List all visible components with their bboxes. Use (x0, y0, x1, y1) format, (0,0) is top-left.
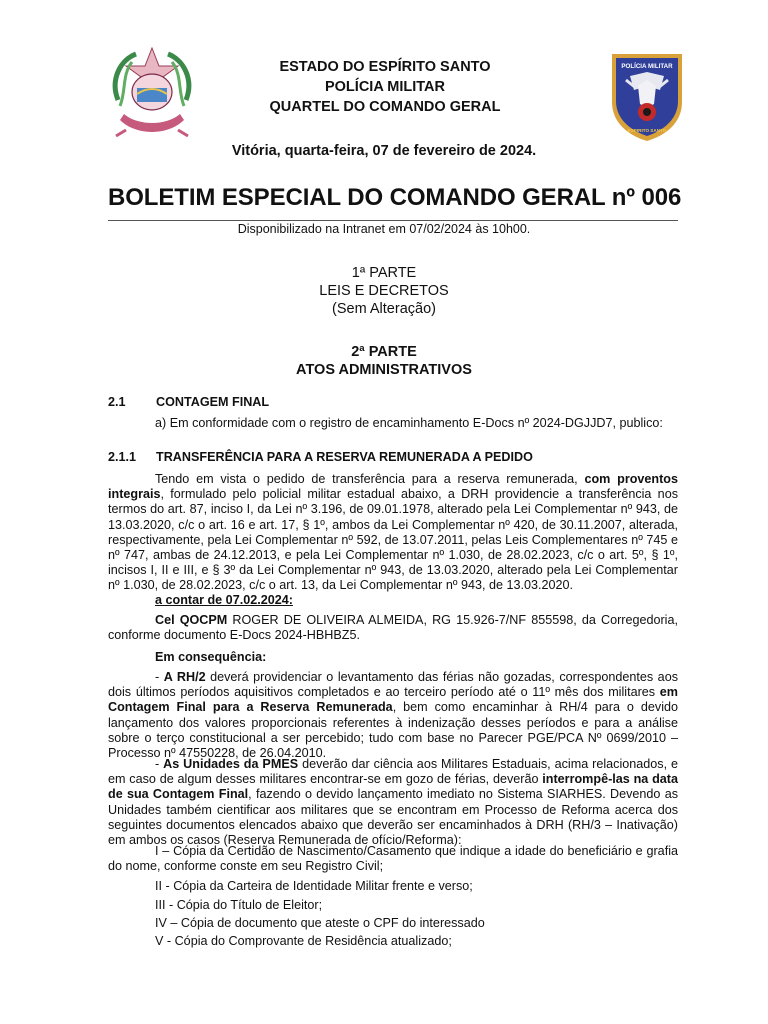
part2-title: ATOS ADMINISTRATIVOS (296, 362, 472, 378)
part1-block (0, 264, 768, 318)
part1-note: (Sem Alteração) (332, 301, 436, 317)
text-run-bold: A RH/2 (163, 670, 206, 684)
section-2-1-heading (108, 395, 269, 409)
bulletin-title: BOLETIM ESPECIAL DO COMANDO GERAL nº 006 (108, 184, 682, 211)
header-police: POLÍCIA MILITAR (324, 79, 445, 95)
officer-details: ROGER DE OLIVEIRA ALMEIDA, RG 15.926-7/NF 855598, da Corregedoria, conforme documento E-Docs 2024-HBHBZ5. (108, 613, 678, 643)
text-run: - (155, 670, 164, 684)
text-run-bold: em Contagem Final para a Reserva Remunerada (108, 685, 678, 715)
text-run: deverão dar ciência aos Militares Estaduais, acima relacionados, e em caso de algum desses militares encontrar-se em gozo de férias, deverão (108, 757, 679, 787)
list-item: II - Cópia da Carteira de Identidade Militar frente e verso; (155, 879, 473, 893)
text-run: deverá providenciar o levantamento das férias não gozadas, correspondentes aos dois últimos períodos aquisitivos completados e ao terceiro período até o 11º mês dos militares (108, 670, 678, 700)
part1-title: LEIS E DECRETOS (319, 283, 449, 299)
text-run-bold: As Unidades da PMES (163, 757, 299, 771)
availability-note: Disponibilizado na Intranet em 07/02/2024 às 10h00. (237, 222, 531, 236)
officer-rank: Cel QOCPM (155, 613, 228, 627)
officer-paragraph (108, 613, 678, 643)
title-divider (108, 220, 678, 221)
badge-bottom-text: ESPIRITO SANTO (627, 128, 667, 133)
list-item: I – Cópia da Certidão de Nascimento/Casamento que indique a idade do beneficiário e grafia do nome, conforme conste em seu Registro Civil; (108, 844, 678, 874)
section-2-1-1-heading (108, 450, 533, 464)
text-run-bold: interrompê-las na data de sua Contagem Final (108, 772, 678, 802)
section-2-1-text: a) Em conformidade com o registro de encaminhamento E-Docs nº 2024-DGJJD7, publico: (155, 416, 663, 430)
document-date: Vitória, quarta-feira, 07 de fevereiro de 2024. (231, 143, 537, 159)
text-run: , fazendo o devido lançamento imediato no Sistema SIARHES. Devendo as Unidades também cientificar aos militares que se encontram em Processo de Reforma acerca dos seguintes documentos elencados abaixo que deverão ser encaminhados à DRH (RH/3 – Inativação) em ambos os casos (Reserva Remunerada de ofício/Reforma): (108, 787, 678, 848)
rh2-paragraph (108, 670, 678, 761)
consequence-heading: Em consequência: (155, 650, 267, 664)
effective-date (155, 593, 725, 608)
text-run: , bem como encaminhar à RH/4 para o devido lançamento dos valores proporcionais referentes à indenização desses períodos e para a análise sobre o terço constitucional a ser percebido; tudo com base no Parecer PGE/PCA Nº 0699/2010 – Processo nº 47550228, de 26.04.2010. (108, 700, 678, 761)
header-title (180, 57, 590, 117)
text-run: , formulado pelo policial militar estadual abaixo, a DRH providencie a transferência nos termos do art. 87, inciso I, da Lei nº 3.196, de 09.01.1978, alterado pela Lei Complementar nº 943, de 13.03.2020, c/c o art. 16 e art. 17, § 1º, ambos da Lei Complementar nº 420, de 30.11.2007, alterada, respectivamente, pela Lei Complementar nº 592, de 13.07.2011, pelas Leis Complementares nº 745 e nº 747, ambas de 24.12.2013, e pela Lei Complementar nº 1.030, de 28.02.2023, c/c o art. 5º, § 1º, incisos I, II e III, e § 3º da Lei Complementar nº 943, de 13.03.2020, alterado pela Lei Complementar nº 1.030, de 28.02.2023, c/c o art. 13, da Lei Complementar nº 943, de 13.03.2020. (108, 487, 678, 593)
section-title: CONTAGEM FINAL (156, 395, 270, 409)
section-number: 2.1 (108, 395, 126, 409)
header-quarter: QUARTEL DO COMANDO GERAL (269, 99, 501, 115)
list-item: IV – Cópia de documento que ateste o CPF do interessado (155, 916, 485, 930)
section-title: TRANSFERÊNCIA PARA A RESERVA REMUNERADA A PEDIDO (156, 450, 533, 464)
part1-label: 1ª PARTE (351, 265, 417, 281)
list-item: V - Cópia do Comprovante de Residência atualizado; (155, 934, 452, 948)
military-police-badge-icon (608, 46, 686, 142)
list-item: III - Cópia do Título de Eleitor; (155, 898, 323, 912)
section-number: 2.1.1 (108, 450, 137, 464)
badge-text: POLÍCIA MILITAR (621, 63, 673, 70)
text-run: - (155, 757, 164, 771)
header-state: ESTADO DO ESPÍRITO SANTO (279, 59, 491, 75)
effective-date-text: a contar de 07.02.2024: (155, 593, 293, 607)
part2-label: 2ª PARTE (351, 344, 417, 360)
text-run-bold: com proventos integrais (108, 472, 678, 502)
units-paragraph (108, 757, 678, 848)
transfer-paragraph (108, 472, 678, 594)
part2-block (0, 343, 768, 379)
text-run: Tendo em vista o pedido de transferência para a reserva remunerada, (155, 472, 585, 486)
